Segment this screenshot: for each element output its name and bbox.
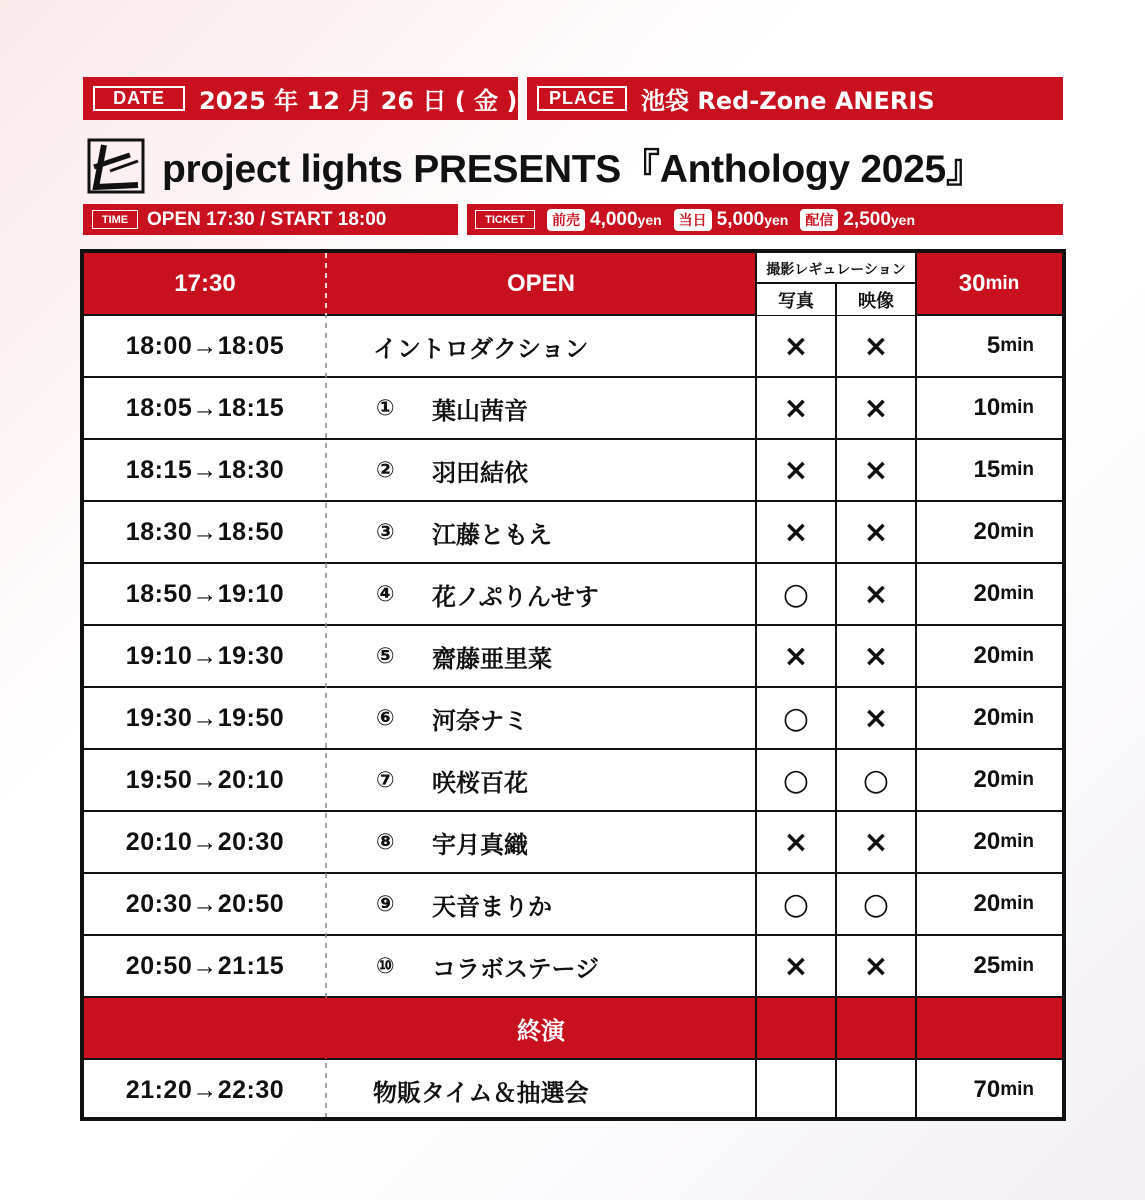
row-time-text: 18:50→19:10 [125,579,285,608]
row-number [376,377,416,439]
row-time [84,563,326,625]
row-performer-text: 咲桜百花 [432,768,528,797]
video-allowed-mark [836,811,916,873]
video-allowed-mark [836,377,916,439]
video-allowed-mark-text: ○ [862,886,890,922]
row-number [376,625,416,687]
row-performer-text: 花ノぷりんせす [432,582,599,611]
duration-unit: min [1000,397,1034,418]
row-time [84,873,326,935]
after-performer [373,1059,773,1121]
header-open-label [326,253,756,315]
row-number-text: ⑩ [376,953,395,979]
ticket-price: 4,000 [590,208,638,230]
video-allowed-mark-text: × [863,328,889,364]
duration-unit: min [1000,521,1034,542]
video-allowed-mark-text: × [863,638,889,674]
row-time [84,501,326,563]
row-duration [916,749,1034,811]
video-allowed-mark-text: × [863,514,889,550]
row-number [376,687,416,749]
photo-allowed-mark-text: × [783,328,809,364]
row-performer [373,315,773,377]
photo-allowed-mark [756,439,836,501]
photo-allowed-mark [756,811,836,873]
ticket-price: 2,500 [843,208,891,230]
row-performer-text: 宇月真織 [432,830,528,859]
row-number-text: ⑨ [376,891,395,917]
duration-value: 25 [973,952,1001,979]
video-allowed-mark-text: × [863,948,889,984]
header-open-time-text: 17:30 [174,270,236,297]
row-duration [916,501,1034,563]
row-time [84,439,326,501]
ticket-bar [467,204,1063,235]
video-allowed-mark [836,687,916,749]
photo-allowed-mark [756,563,836,625]
end-label [326,997,756,1059]
row-number-text: ⑤ [376,643,395,669]
row-performer-text: 天音まりか [432,892,552,921]
row-time-text: 19:30→19:50 [125,703,285,732]
date-tag: DATE [93,86,185,111]
row-number [376,563,416,625]
row-performer-text: 齋藤亜里菜 [432,644,552,673]
duration-unit: min [1000,459,1034,480]
row-time [84,687,326,749]
duration-unit: min [1000,1079,1034,1100]
duration-unit: min [1000,645,1034,666]
duration-unit: min [1000,893,1034,914]
row-number [376,501,416,563]
row-duration [916,563,1034,625]
row-time-text: 20:50→21:15 [125,951,285,980]
header-open-time [84,253,326,315]
video-allowed-mark-text: ○ [862,762,890,798]
row-time-text: 19:50→20:10 [125,765,285,794]
photo-allowed-mark [756,873,836,935]
video-allowed-mark-text: × [863,576,889,612]
ticket-advance [547,209,662,231]
photo-allowed-mark [756,935,836,997]
photo-allowed-mark-text: ○ [782,700,810,736]
place-tag: PLACE [537,86,627,111]
video-allowed-mark-text: × [863,700,889,736]
row-duration [916,811,1034,873]
date-value: 2025 年 12 月 26 日 ( 金 ) [199,87,518,115]
row-number-text: ⑧ [376,829,395,855]
video-allowed-mark [836,501,916,563]
photo-allowed-mark-text: ○ [782,576,810,612]
event-title-row [86,134,1066,198]
ticket-unit: yen [637,211,662,228]
photo-header [756,284,836,315]
row-number-text: ⑥ [376,705,395,731]
photo-allowed-mark-text: × [783,390,809,426]
row-duration [916,439,1034,501]
row-duration [916,625,1034,687]
row-time-text: 20:30→20:50 [125,889,285,918]
photo-allowed-mark-text: × [783,452,809,488]
timetable [80,249,1066,1121]
regulation-header-text: 撮影レギュレーション [766,261,906,278]
video-allowed-mark [836,749,916,811]
duration-value: 20 [973,766,1001,793]
ticket-unit: yen [890,211,916,228]
header-open-label-text: OPEN [506,270,575,297]
photo-allowed-mark [756,377,836,439]
duration-unit: min [1000,769,1034,790]
end-label-text: 終演 [517,1016,565,1045]
row-performer-text: 江藤ともえ [432,520,552,549]
ticket-tag: TICKET [475,210,535,229]
ticket-label: 前売 [547,209,585,231]
regulation-header [756,253,916,284]
duration-unit: min [985,273,1020,294]
duration-unit: min [1000,707,1034,728]
video-allowed-mark [836,315,916,377]
video-header-text: 映像 [858,290,894,312]
duration-value: 20 [973,704,1001,731]
duration-value: 30 [958,270,986,297]
ticket-price: 5,000 [716,208,765,230]
video-header [836,284,916,315]
row-duration [916,687,1034,749]
row-time [84,315,326,377]
after-duration [916,1059,1034,1121]
duration-value: 20 [973,890,1001,917]
row-time [84,625,326,687]
row-number [376,749,416,811]
row-performer-text: コラボステージ [432,954,600,983]
event-title: project lights PRESENTS『Anthology 2025』 [162,148,985,191]
time-bar [83,204,458,235]
date-bar [83,77,518,120]
row-duration [916,935,1034,997]
row-number [376,935,416,997]
header-duration [916,253,1062,315]
row-duration [916,377,1034,439]
after-performer-text: 物販タイム＆抽選会 [373,1078,589,1107]
duration-unit: min [1000,335,1034,356]
row-number-text: ① [376,395,395,421]
row-time [84,749,326,811]
duration-unit: min [1000,955,1034,976]
video-allowed-mark-text: × [863,390,889,426]
duration-value: 15 [973,456,1001,483]
photo-allowed-mark [756,501,836,563]
photo-allowed-mark-text: × [783,638,809,674]
video-allowed-mark [836,563,916,625]
photo-allowed-mark-text: ○ [782,886,810,922]
ticket-label: 配信 [800,209,838,231]
row-time-text: 18:05→18:15 [125,393,285,422]
photo-header-text: 写真 [778,290,814,312]
duration-value: 5 [986,332,1001,359]
video-allowed-mark-text: × [863,824,889,860]
row-time-text: 18:15→18:30 [125,455,285,484]
place-value: 池袋 Red-Zone ANERIS [641,87,935,115]
row-number [376,811,416,873]
row-duration [916,873,1034,935]
row-time [84,377,326,439]
after-time [84,1059,326,1121]
row-performer-text: 羽田結依 [432,458,528,487]
row-time-text: 20:10→20:30 [125,827,285,856]
row-number [376,873,416,935]
row-number-text: ② [376,457,395,483]
ticket-stream [800,209,915,231]
video-allowed-mark [836,873,916,935]
ticket-label: 当日 [674,209,712,231]
video-allowed-mark [836,935,916,997]
row-number-text: ③ [376,519,395,545]
photo-allowed-mark-text: × [783,948,809,984]
photo-allowed-mark [756,687,836,749]
row-performer-text: 河奈ナミ [432,706,528,735]
duration-unit: min [1000,831,1034,852]
video-allowed-mark [836,625,916,687]
row-time-text: 18:30→18:50 [125,517,285,546]
photo-allowed-mark [756,315,836,377]
video-allowed-mark-text: × [863,452,889,488]
row-time [84,935,326,997]
row-number [376,439,416,501]
time-value: OPEN 17:30 / START 18:00 [147,208,387,230]
row-time-text: 18:00→18:05 [125,331,285,360]
duration-value: 20 [973,642,1001,669]
row-number-text: ④ [376,581,395,607]
duration-value: 20 [973,828,1001,855]
duration-value: 10 [973,394,1001,421]
video-allowed-mark [836,439,916,501]
after-time-text: 21:20→22:30 [125,1075,285,1104]
photo-allowed-mark-text: × [783,514,809,550]
duration-value: 20 [973,580,1001,607]
duration-unit: min [1000,583,1034,604]
row-duration [916,315,1034,377]
photo-allowed-mark-text: × [783,824,809,860]
row-time [84,811,326,873]
ticket-unit: yen [764,211,789,228]
duration-value: 20 [973,518,1001,545]
duration-value: 70 [973,1076,1001,1103]
photo-allowed-mark [756,625,836,687]
place-bar [527,77,1063,120]
photo-allowed-mark-text: ○ [782,762,810,798]
project-lights-logo-icon [86,137,146,195]
row-number-text: ⑦ [376,767,395,793]
time-tag: TIME [92,210,138,229]
photo-allowed-mark [756,749,836,811]
row-performer-text: 葉山茜音 [432,396,528,425]
row-time-text: 19:10→19:30 [125,641,285,670]
row-performer-text: イントロダクション [373,334,589,363]
ticket-door [674,209,789,231]
